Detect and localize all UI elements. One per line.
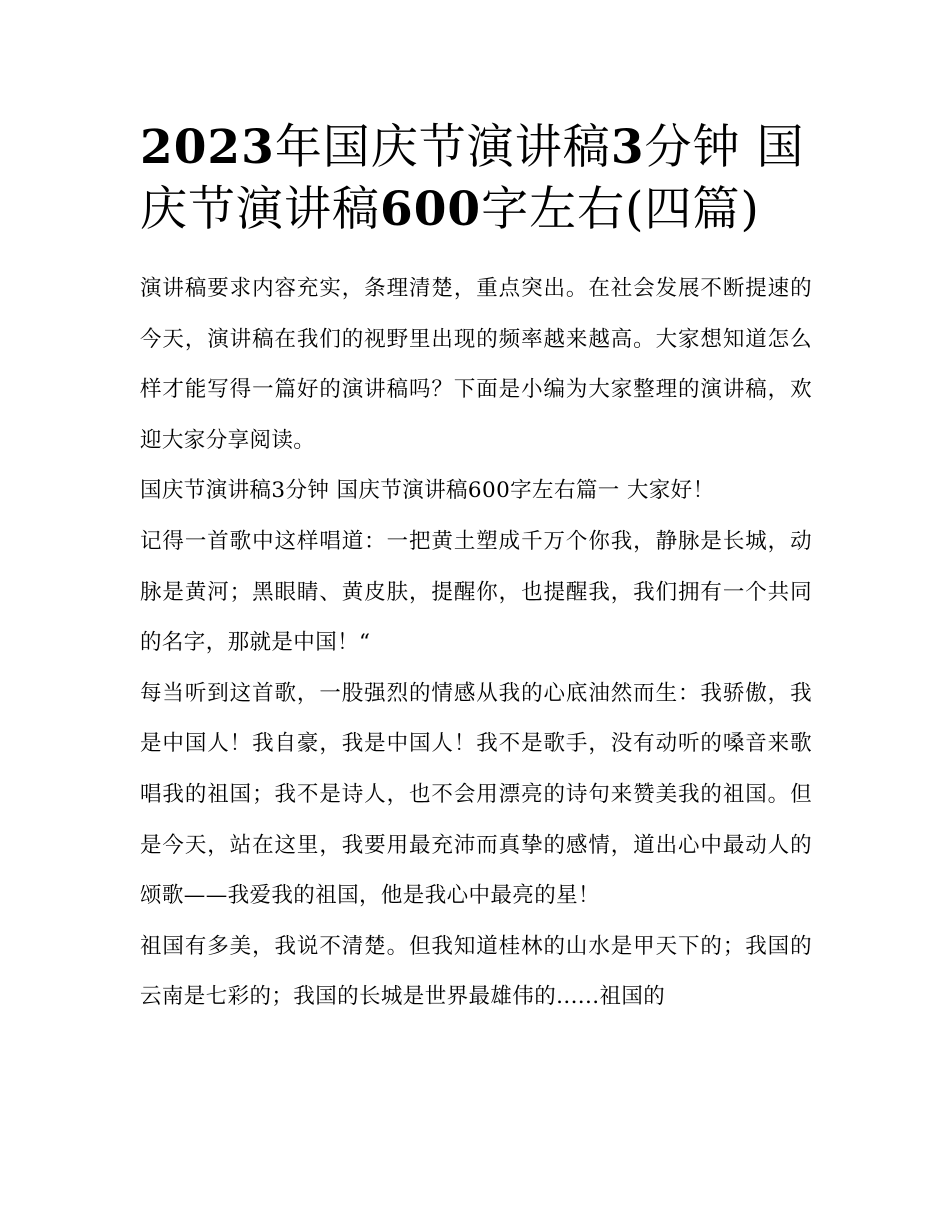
- document-title: 2023年国庆节演讲稿3分钟 国庆节演讲稿600字左右(四篇): [140, 120, 805, 237]
- paragraph-pride: 每当听到这首歌，一股强烈的情感从我的心底油然而生：我骄傲，我是中国人！我自豪，我是中国人！我不是歌手，没有动听的嗓音来歌唱我的祖国；我不是诗人，也不会用漂亮的诗句来赞美我的祖国。但是今天，站在这里，我要用最充沛而真挚的感情，道出心中最动人的颂歌——我爱我的祖国，他是我心中最亮的星！: [140, 680, 812, 909]
- paragraph-intro: 演讲稿要求内容充实，条理清楚，重点突出。在社会发展不断提速的今天，演讲稿在我们的视野里出现的频率越来越高。大家想知道怎么样才能写得一篇好的演讲稿吗？下面是小编为大家整理的演讲稿，欢迎大家分享阅读。: [140, 276, 812, 453]
- paragraph-section-heading: 国庆节演讲稿3分钟 国庆节演讲稿600字左右篇一 大家好！: [140, 478, 715, 504]
- paragraph-song-quote: 记得一首歌中这样唱道：一把黄土塑成千万个你我，静脉是长城，动脉是黄河；黑眼睛、黄皮肤，提醒你，也提醒我，我们拥有一个共同的名字，那就是中国！“: [140, 528, 812, 656]
- document-page: [140, 117, 812, 1023]
- paragraph-beauty: 祖国有多美，我说不清楚。但我知道桂林的山水是甲天下的；我国的云南是七彩的；我国的长城是世界最雄伟的......祖国的: [140, 933, 812, 1010]
- document-body: [140, 264, 812, 1023]
